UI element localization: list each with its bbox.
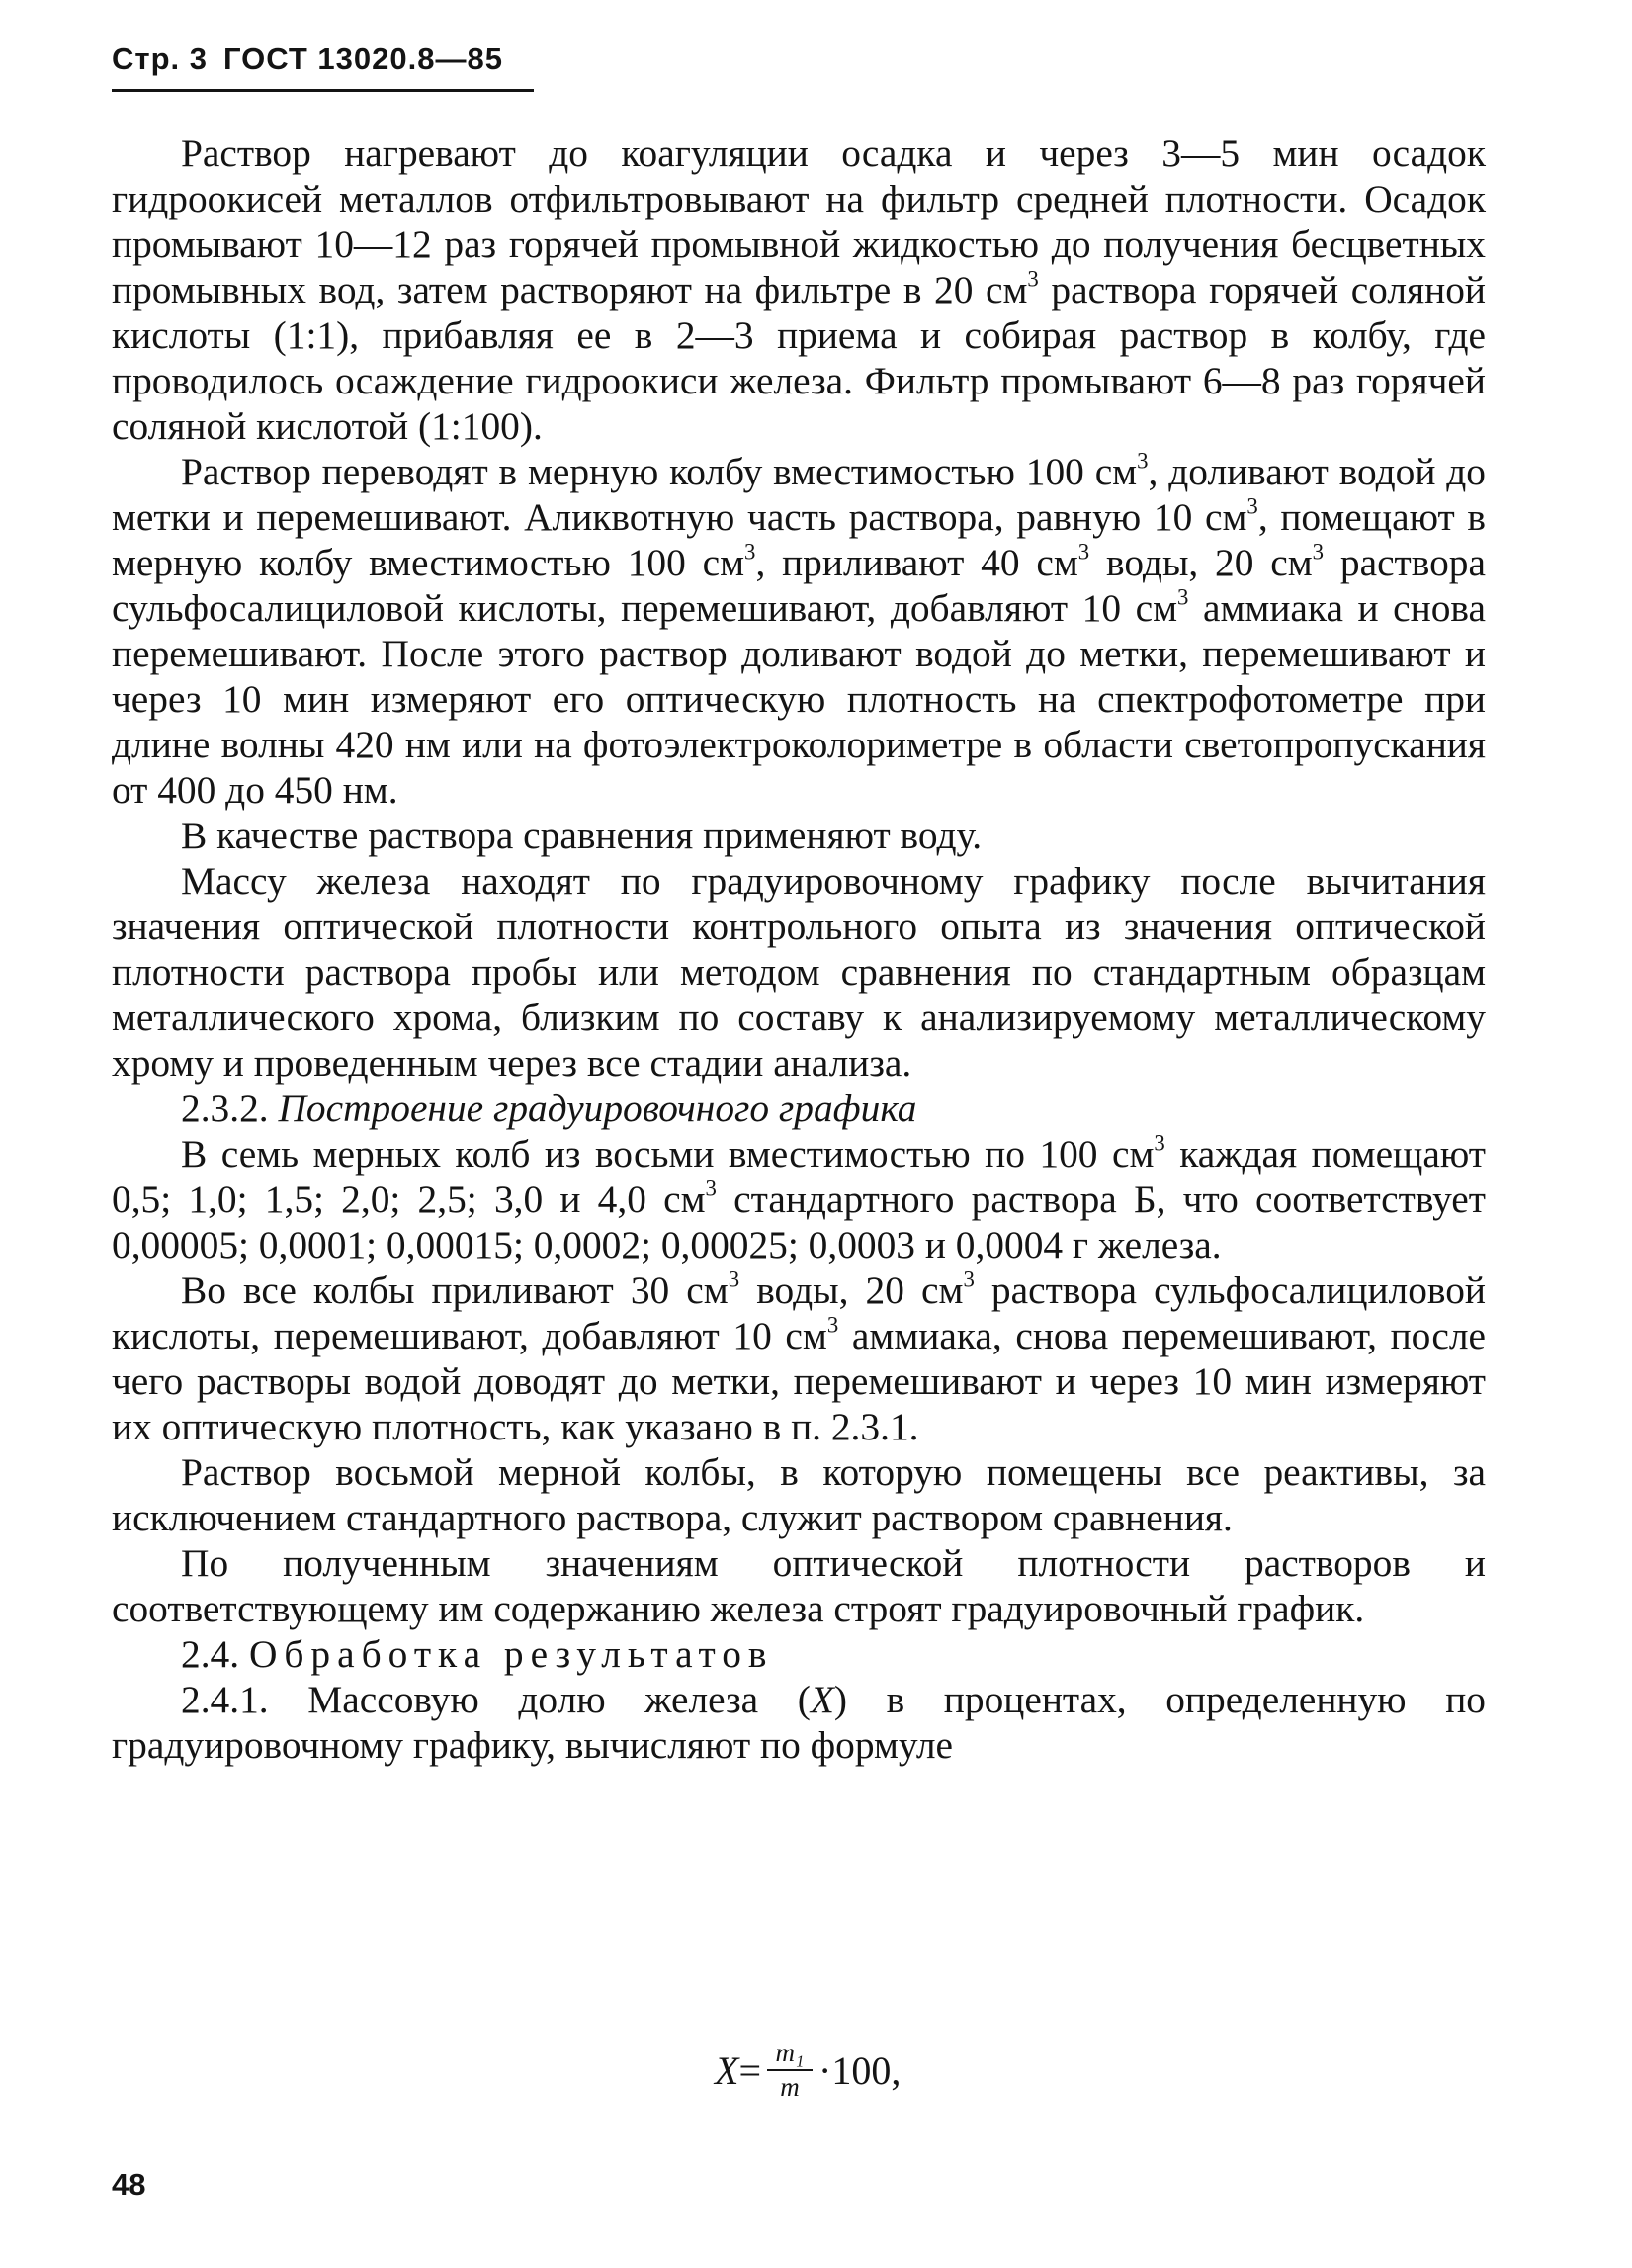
formula-fraction — [767, 2040, 813, 2101]
page-number: 48 — [112, 2167, 146, 2202]
paragraph-filtration: Раствор нагревают до коагуляции осадка и через 3—5 мин осадок гидроокисей металлов отфильтровывают на фильтр средней плотности. Осадок промывают 10—12 раз горячей промывной жидкостью до получения бесцветных промывных вод, затем растворяют на фильтре в 20 $см^3$ раствора горячей соляной кислоты (1:1), прибавляя ее в 2—3 приема и собирая раствор в колбу, где проводилось осаждение гидроокиси железа. Фильтр промывают 6—8 раз горячей соляной кислотой (1:100). — [112, 131, 1486, 448]
fraction-bar — [767, 2069, 813, 2071]
paragraph-mass-fraction: 2.4.1. Массовую долю железа (X) в процентах, определенную по градуировочному графику, вычисляют по формуле — [112, 1678, 1486, 1767]
body-text — [112, 131, 1486, 1768]
section-heading-2-4: 2.4. Обработка результатов — [181, 1632, 774, 1676]
formula-lhs: X — [715, 2048, 739, 2093]
page-label: Стр. 3 — [112, 42, 208, 76]
formula-tail: ·100, — [818, 2048, 902, 2093]
paragraph-iron-mass: Массу железа находят по градуировочному графику после вычитания значения оптической плотности контрольного опыта из значения оптической плотности раствора пробы или методом сравнения по стандартным образцам металлического хрома, близким по составу к анализируемому металлическому хрому и проведенным через все стадии анализа. — [112, 859, 1486, 1085]
paragraph-reagents: Во все колбы приливают 30 $см^3$ воды, 20 $см^3$ раствора сульфосалициловой кислоты, перемешивают, добавляют 10 $см^3$ аммиака, снова перемешивают, после чего растворы водой доводят до метки, перемешивают и через 10 мин измеряют их оптическую плотность, как указано в п. 2.3.1. — [112, 1266, 1486, 1448]
formula-equals: = — [738, 2048, 761, 2093]
header-rule — [112, 89, 534, 92]
paragraph-reference-solution: В качестве раствора сравнения применяют воду. — [181, 814, 983, 857]
formula-mass-fraction — [715, 2040, 901, 2101]
section-heading-2-3-2: 2.3.2. Построение градуировочного графика — [181, 1087, 917, 1130]
page-header — [112, 42, 503, 77]
paragraph-flasks: В семь мерных колб из восьми вместимостью по 100 $см^3$ каждая помещают 0,5; 1,0; 1,5; 2,0; 2,5; 3,0 и 4,0 $см^3$ стандартного раствора Б, что соответствует 0,00005; 0,0001; 0,00015; 0,0002; 0,00025; 0,0003 и 0,0004 г железа. — [112, 1130, 1486, 1266]
paragraph-calibration-graph: По полученным значениям оптической плотности растворов и соответствующему им содержанию железа строят градуировочный график. — [112, 1541, 1486, 1630]
paragraph-measurement: Раствор переводят в мерную колбу вместимостью 100 $см^3$, доливают водой до метки и перемешивают. Аликвотную часть раствора, равную 10 $см^3$, помещают в мерную колбу вместимостью 100 $см^3$, приливают 40 $см^3$ воды, 20 $см^3$ раствора сульфосалициловой кислоты, перемешивают, добавляют 10 $см^3$ аммиака и снова перемешивают. После этого раствор доливают водой до метки, перемешивают и через 10 мин измеряют его оптическую плотность на спектрофотометре при длине волны 420 нм или на фотоэлектроколориметре в области светопропускания от 400 до 450 нм. — [112, 448, 1487, 812]
formula-numerator: m₁ — [775, 2038, 805, 2067]
paragraph-eighth-flask: Раствор восьмой мерной колбы, в которую помещены все реактивы, за исключением стандартного раствора, служит раствором сравнения. — [112, 1450, 1486, 1539]
standard-number: ГОСТ 13020.8—85 — [222, 42, 503, 76]
formula-denominator: m — [780, 2072, 800, 2102]
